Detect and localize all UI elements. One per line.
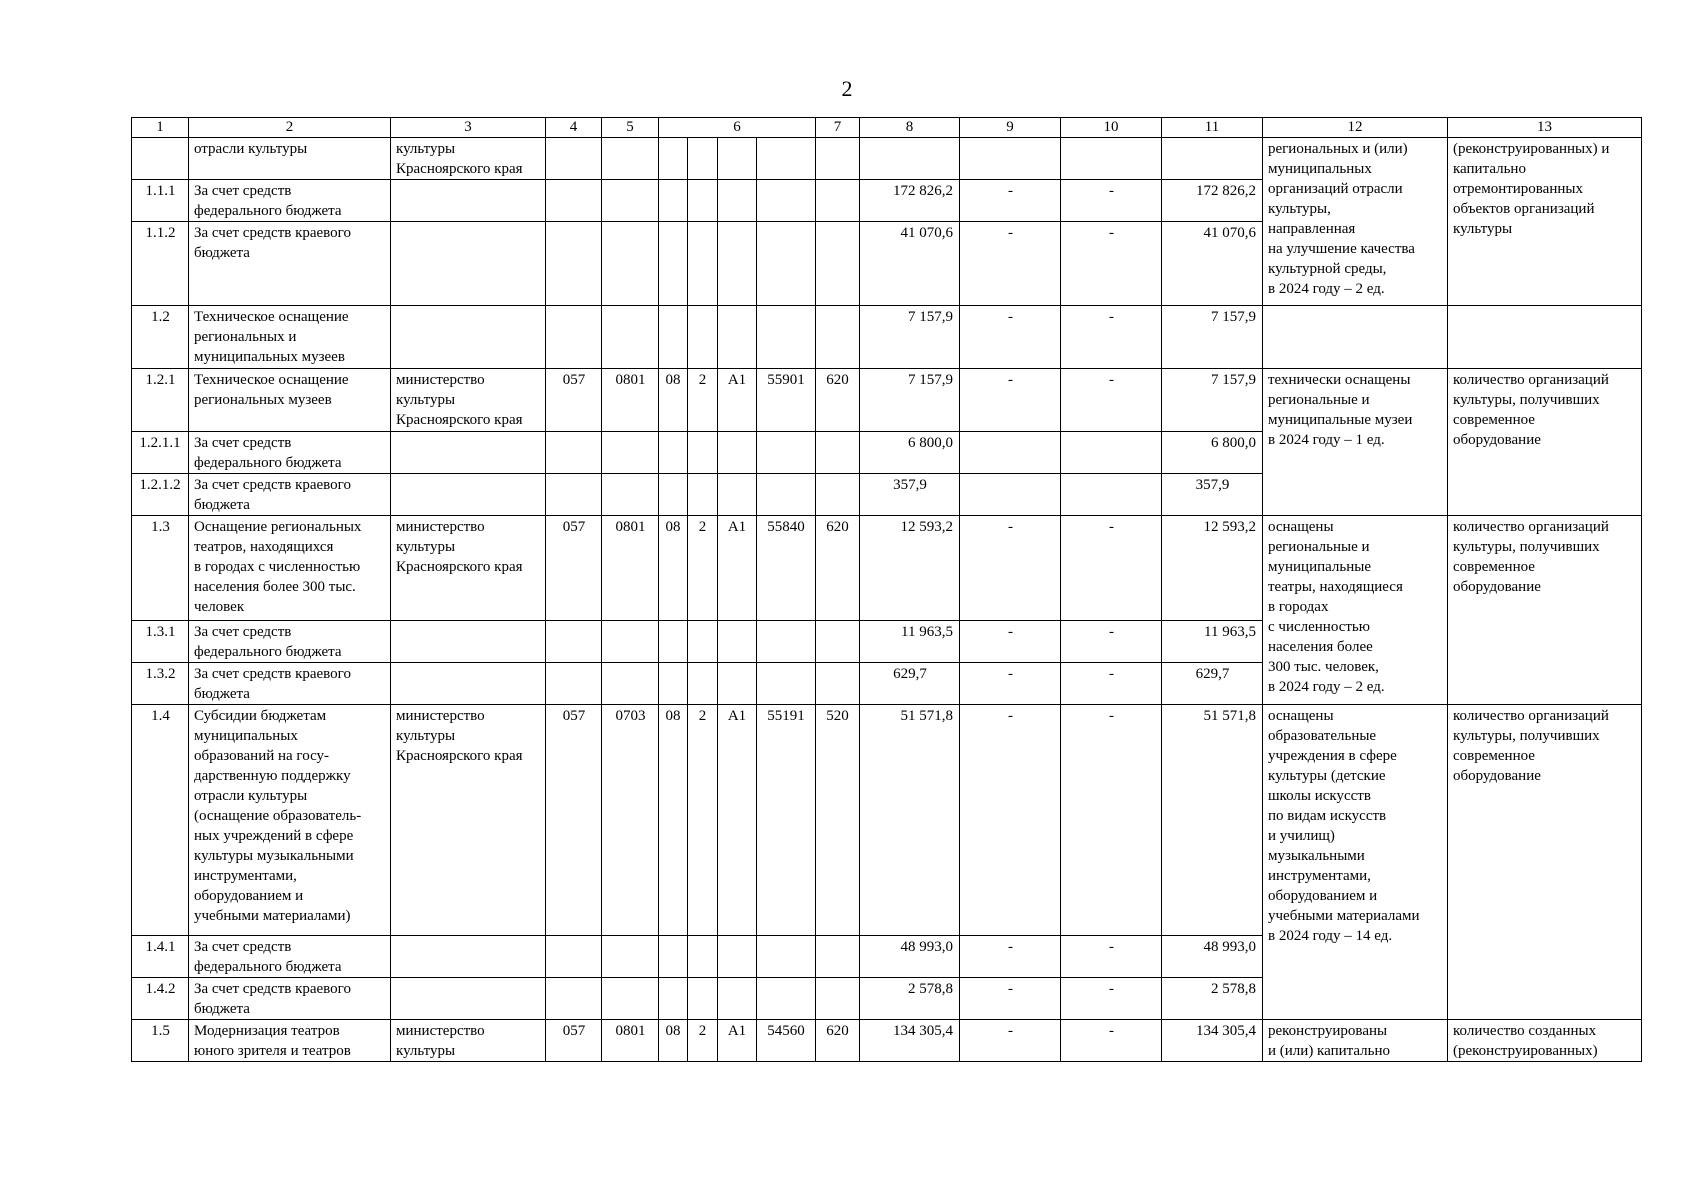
row-col10: - bbox=[1061, 222, 1162, 306]
result-description: технически оснащены региональные и муниципальные музеи в 2024 году – 1 ед. bbox=[1263, 369, 1448, 516]
row-col6a: 08 bbox=[659, 705, 688, 936]
row-organization bbox=[391, 432, 546, 474]
row-col5 bbox=[602, 978, 659, 1020]
row-col6a bbox=[659, 663, 688, 705]
row-col7 bbox=[816, 663, 860, 705]
row-organization: министерство культуры Красноярского края bbox=[391, 705, 546, 936]
row-col5 bbox=[602, 936, 659, 978]
row-col8: 11 963,5 bbox=[860, 621, 960, 663]
row-organization bbox=[391, 621, 546, 663]
column-header: 4 bbox=[546, 118, 602, 138]
result-description bbox=[1263, 306, 1448, 369]
row-col4: 057 bbox=[546, 1020, 602, 1062]
row-col6a bbox=[659, 474, 688, 516]
row-col9 bbox=[960, 432, 1061, 474]
row-col6c bbox=[718, 936, 757, 978]
row-name: Оснащение региональных театров, находящихся в городах с численностью населения более 300 тыс. человек bbox=[189, 516, 391, 621]
row-col6c: A1 bbox=[718, 705, 757, 936]
row-col4 bbox=[546, 936, 602, 978]
row-col6b bbox=[688, 180, 718, 222]
column-header: 3 bbox=[391, 118, 546, 138]
indicator-description: количество организаций культуры, получивших современное оборудование bbox=[1448, 369, 1642, 516]
row-number: 1.3 bbox=[132, 516, 189, 621]
row-col5 bbox=[602, 222, 659, 306]
row-col11 bbox=[1162, 138, 1263, 180]
result-description: оснащены образовательные учреждения в сфере культуры (детские школы искусств по видам искусств и училищ) музыкальными инструментами, оборудованием и учебными материалами в 2024 году – 14 ед. bbox=[1263, 705, 1448, 1020]
row-col4 bbox=[546, 306, 602, 369]
row-organization bbox=[391, 222, 546, 306]
row-col6c bbox=[718, 180, 757, 222]
row-col11: 51 571,8 bbox=[1162, 705, 1263, 936]
row-col6c: A1 bbox=[718, 369, 757, 432]
column-header: 10 bbox=[1061, 118, 1162, 138]
row-col10 bbox=[1061, 138, 1162, 180]
indicator-description: (реконструированных) и капитально отремонтированных объектов организаций культуры bbox=[1448, 138, 1642, 306]
column-header: 2 bbox=[189, 118, 391, 138]
table-row bbox=[132, 138, 1642, 180]
row-col6c bbox=[718, 663, 757, 705]
row-col9: - bbox=[960, 180, 1061, 222]
row-col6d bbox=[757, 663, 816, 705]
row-col11: 12 593,2 bbox=[1162, 516, 1263, 621]
indicator-description bbox=[1448, 306, 1642, 369]
row-col4 bbox=[546, 138, 602, 180]
column-header: 9 bbox=[960, 118, 1061, 138]
row-col10: - bbox=[1061, 621, 1162, 663]
row-col6b bbox=[688, 138, 718, 180]
row-col4 bbox=[546, 474, 602, 516]
row-organization bbox=[391, 663, 546, 705]
row-col5 bbox=[602, 621, 659, 663]
row-col6c: A1 bbox=[718, 1020, 757, 1062]
row-name: За счет средств краевого бюджета bbox=[189, 978, 391, 1020]
row-col4: 057 bbox=[546, 705, 602, 936]
row-col6b: 2 bbox=[688, 1020, 718, 1062]
row-name: За счет средств краевого бюджета bbox=[189, 222, 391, 306]
row-col9: - bbox=[960, 978, 1061, 1020]
row-organization bbox=[391, 180, 546, 222]
row-name: Субсидии бюджетам муниципальных образований на госу- дарственную поддержку отрасли культуры (оснащение образователь- ных учреждений в сфере культуры музыкальными инструментами, оборудованием и учебными материалами) bbox=[189, 705, 391, 936]
row-number: 1.3.1 bbox=[132, 621, 189, 663]
row-organization: министерство культуры Красноярского края bbox=[391, 369, 546, 432]
column-header: 7 bbox=[816, 118, 860, 138]
row-col8: 7 157,9 bbox=[860, 369, 960, 432]
row-col11: 2 578,8 bbox=[1162, 978, 1263, 1020]
row-number: 1.4.2 bbox=[132, 978, 189, 1020]
row-col6d: 55840 bbox=[757, 516, 816, 621]
row-col9: - bbox=[960, 516, 1061, 621]
row-col6b bbox=[688, 474, 718, 516]
row-col10: - bbox=[1061, 180, 1162, 222]
row-col9: - bbox=[960, 663, 1061, 705]
row-col10: - bbox=[1061, 978, 1162, 1020]
row-col6a bbox=[659, 222, 688, 306]
row-col6c: A1 bbox=[718, 516, 757, 621]
row-col4 bbox=[546, 978, 602, 1020]
row-col7: 620 bbox=[816, 369, 860, 432]
row-col4: 057 bbox=[546, 369, 602, 432]
row-col9 bbox=[960, 474, 1061, 516]
budget-table bbox=[131, 117, 1642, 1062]
row-name: За счет средств федерального бюджета bbox=[189, 180, 391, 222]
row-col9: - bbox=[960, 369, 1061, 432]
row-col8: 7 157,9 bbox=[860, 306, 960, 369]
row-col6d bbox=[757, 474, 816, 516]
row-col11: 7 157,9 bbox=[1162, 306, 1263, 369]
row-col4 bbox=[546, 180, 602, 222]
row-col8: 2 578,8 bbox=[860, 978, 960, 1020]
row-col11: 6 800,0 bbox=[1162, 432, 1263, 474]
table-row bbox=[132, 516, 1642, 621]
row-col6b bbox=[688, 978, 718, 1020]
row-name: За счет средств федерального бюджета bbox=[189, 621, 391, 663]
row-col10: - bbox=[1061, 1020, 1162, 1062]
column-header: 6 bbox=[659, 118, 816, 138]
row-col7 bbox=[816, 306, 860, 369]
row-col7 bbox=[816, 432, 860, 474]
row-col11: 629,7 bbox=[1162, 663, 1263, 705]
row-col6d: 55901 bbox=[757, 369, 816, 432]
row-col10: - bbox=[1061, 705, 1162, 936]
row-col8: 134 305,4 bbox=[860, 1020, 960, 1062]
row-col11: 48 993,0 bbox=[1162, 936, 1263, 978]
row-col6d: 55191 bbox=[757, 705, 816, 936]
row-name: Техническое оснащение региональных и муниципальных музеев bbox=[189, 306, 391, 369]
row-col9: - bbox=[960, 705, 1061, 936]
row-col6d bbox=[757, 306, 816, 369]
result-description: региональных и (или) муниципальных организаций отрасли культуры, направленная на улучшение качества культурной среды, в 2024 году – 2 ед. bbox=[1263, 138, 1448, 306]
row-col6a bbox=[659, 621, 688, 663]
column-header: 12 bbox=[1263, 118, 1448, 138]
row-organization bbox=[391, 474, 546, 516]
table-row bbox=[132, 1020, 1642, 1062]
row-col11: 134 305,4 bbox=[1162, 1020, 1263, 1062]
result-description: оснащены региональные и муниципальные театры, находящиеся в городах с численностью населения более 300 тыс. человек, в 2024 году – 2 ед. bbox=[1263, 516, 1448, 705]
row-col10: - bbox=[1061, 369, 1162, 432]
row-col4 bbox=[546, 621, 602, 663]
row-col11: 357,9 bbox=[1162, 474, 1263, 516]
row-col7 bbox=[816, 621, 860, 663]
row-col6d bbox=[757, 138, 816, 180]
row-col6c bbox=[718, 138, 757, 180]
row-col11: 7 157,9 bbox=[1162, 369, 1263, 432]
indicator-description: количество созданных (реконструированных) bbox=[1448, 1020, 1642, 1062]
row-col6b: 2 bbox=[688, 516, 718, 621]
row-col10: - bbox=[1061, 516, 1162, 621]
row-number: 1.2.1 bbox=[132, 369, 189, 432]
row-number: 1.2 bbox=[132, 306, 189, 369]
row-number: 1.1.2 bbox=[132, 222, 189, 306]
row-col6b: 2 bbox=[688, 705, 718, 936]
row-name: За счет средств федерального бюджета bbox=[189, 936, 391, 978]
row-col6b bbox=[688, 432, 718, 474]
table-row bbox=[132, 705, 1642, 936]
row-col6c bbox=[718, 432, 757, 474]
row-col7 bbox=[816, 138, 860, 180]
row-col6a: 08 bbox=[659, 369, 688, 432]
row-col5 bbox=[602, 138, 659, 180]
row-col9: - bbox=[960, 306, 1061, 369]
row-col8: 51 571,8 bbox=[860, 705, 960, 936]
row-col5 bbox=[602, 180, 659, 222]
row-col4 bbox=[546, 663, 602, 705]
row-number bbox=[132, 138, 189, 180]
row-col6a bbox=[659, 138, 688, 180]
row-organization bbox=[391, 978, 546, 1020]
row-col9: - bbox=[960, 1020, 1061, 1062]
row-col9: - bbox=[960, 222, 1061, 306]
row-number: 1.2.1.1 bbox=[132, 432, 189, 474]
table-row bbox=[132, 306, 1642, 369]
row-col6d bbox=[757, 978, 816, 1020]
row-col9 bbox=[960, 138, 1061, 180]
row-col11: 41 070,6 bbox=[1162, 222, 1263, 306]
row-organization: культуры Красноярского края bbox=[391, 138, 546, 180]
row-col7: 620 bbox=[816, 1020, 860, 1062]
row-col10: - bbox=[1061, 306, 1162, 369]
row-col6a: 08 bbox=[659, 516, 688, 621]
row-name: За счет средств краевого бюджета bbox=[189, 474, 391, 516]
page-number: 2 bbox=[841, 76, 853, 101]
row-col8: 41 070,6 bbox=[860, 222, 960, 306]
row-organization: министерство культуры bbox=[391, 1020, 546, 1062]
row-col7 bbox=[816, 474, 860, 516]
row-col6a bbox=[659, 180, 688, 222]
row-col9: - bbox=[960, 936, 1061, 978]
row-organization: министерство культуры Красноярского края bbox=[391, 516, 546, 621]
row-col4: 057 bbox=[546, 516, 602, 621]
row-col10 bbox=[1061, 432, 1162, 474]
row-col6c bbox=[718, 474, 757, 516]
row-col8: 629,7 bbox=[860, 663, 960, 705]
row-col4 bbox=[546, 222, 602, 306]
row-col7: 520 bbox=[816, 705, 860, 936]
row-col5 bbox=[602, 474, 659, 516]
row-organization bbox=[391, 936, 546, 978]
row-col8: 6 800,0 bbox=[860, 432, 960, 474]
row-col5 bbox=[602, 432, 659, 474]
row-col11: 172 826,2 bbox=[1162, 180, 1263, 222]
row-col6a bbox=[659, 936, 688, 978]
column-header: 8 bbox=[860, 118, 960, 138]
table-row bbox=[132, 369, 1642, 432]
row-col5: 0703 bbox=[602, 705, 659, 936]
row-name: За счет средств краевого бюджета bbox=[189, 663, 391, 705]
row-col5 bbox=[602, 663, 659, 705]
row-number: 1.4.1 bbox=[132, 936, 189, 978]
row-col6b bbox=[688, 222, 718, 306]
row-col6c bbox=[718, 978, 757, 1020]
row-col6b: 2 bbox=[688, 369, 718, 432]
row-number: 1.5 bbox=[132, 1020, 189, 1062]
row-col6c bbox=[718, 621, 757, 663]
row-name: Модернизация театров юного зрителя и театров bbox=[189, 1020, 391, 1062]
row-col7 bbox=[816, 180, 860, 222]
column-header: 11 bbox=[1162, 118, 1263, 138]
row-col6d: 54560 bbox=[757, 1020, 816, 1062]
row-col10 bbox=[1061, 474, 1162, 516]
column-header: 13 bbox=[1448, 118, 1642, 138]
row-organization bbox=[391, 306, 546, 369]
row-col8: 48 993,0 bbox=[860, 936, 960, 978]
row-col7 bbox=[816, 936, 860, 978]
row-col6a: 08 bbox=[659, 1020, 688, 1062]
row-col4 bbox=[546, 432, 602, 474]
row-col6a bbox=[659, 978, 688, 1020]
row-col10: - bbox=[1061, 663, 1162, 705]
row-col6d bbox=[757, 936, 816, 978]
row-col6b bbox=[688, 306, 718, 369]
row-col6d bbox=[757, 180, 816, 222]
row-col10: - bbox=[1061, 936, 1162, 978]
row-col8: 12 593,2 bbox=[860, 516, 960, 621]
row-col8 bbox=[860, 138, 960, 180]
row-name: отрасли культуры bbox=[189, 138, 391, 180]
row-col7 bbox=[816, 222, 860, 306]
row-col5 bbox=[602, 306, 659, 369]
row-col6d bbox=[757, 222, 816, 306]
row-name: Техническое оснащение региональных музеев bbox=[189, 369, 391, 432]
row-col8: 172 826,2 bbox=[860, 180, 960, 222]
row-col6c bbox=[718, 306, 757, 369]
row-col6d bbox=[757, 432, 816, 474]
row-number: 1.4 bbox=[132, 705, 189, 936]
row-number: 1.1.1 bbox=[132, 180, 189, 222]
row-col6a bbox=[659, 432, 688, 474]
row-col6b bbox=[688, 663, 718, 705]
row-col8: 357,9 bbox=[860, 474, 960, 516]
column-header: 1 bbox=[132, 118, 189, 138]
row-col7: 620 bbox=[816, 516, 860, 621]
row-name: За счет средств федерального бюджета bbox=[189, 432, 391, 474]
row-col6b bbox=[688, 621, 718, 663]
row-number: 1.2.1.2 bbox=[132, 474, 189, 516]
row-col5: 0801 bbox=[602, 369, 659, 432]
row-col5: 0801 bbox=[602, 1020, 659, 1062]
row-col6c bbox=[718, 222, 757, 306]
row-col7 bbox=[816, 978, 860, 1020]
result-description: реконструированы и (или) капитально bbox=[1263, 1020, 1448, 1062]
row-col6d bbox=[757, 621, 816, 663]
indicator-description: количество организаций культуры, получивших современное оборудование bbox=[1448, 516, 1642, 705]
header-row bbox=[132, 118, 1642, 138]
row-col6a bbox=[659, 306, 688, 369]
row-col5: 0801 bbox=[602, 516, 659, 621]
row-number: 1.3.2 bbox=[132, 663, 189, 705]
row-col6b bbox=[688, 936, 718, 978]
indicator-description: количество организаций культуры, получивших современное оборудование bbox=[1448, 705, 1642, 1020]
column-header: 5 bbox=[602, 118, 659, 138]
row-col9: - bbox=[960, 621, 1061, 663]
row-col11: 11 963,5 bbox=[1162, 621, 1263, 663]
